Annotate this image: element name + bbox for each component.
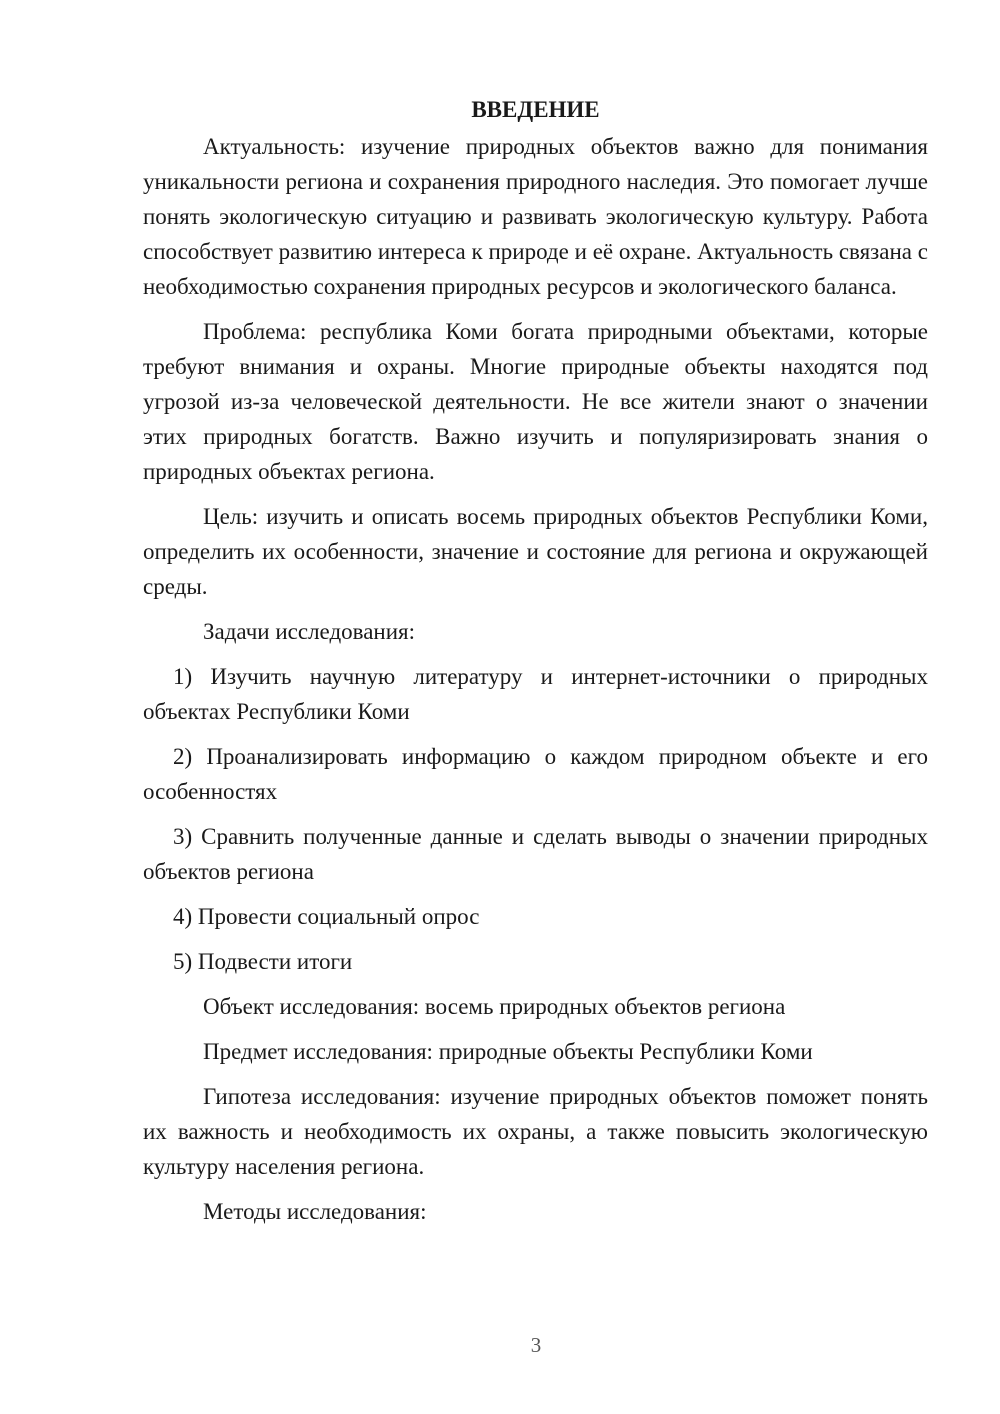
task-item-5: 5) Подвести итоги: [173, 949, 353, 974]
document-title: ВВЕДЕНИЕ: [471, 97, 600, 122]
document-page: [143, 92, 928, 1229]
object-paragraph: Объект исследования: восемь природных объектов региона: [203, 994, 786, 1019]
tasks-heading: Задачи исследования:: [203, 619, 416, 644]
methods-heading: Методы исследования:: [203, 1199, 427, 1224]
page-number: 3: [530, 1333, 542, 1357]
goal-paragraph: Цель: изучить и описать восемь природных объектов Республики Коми, определить их особенности, значение и состояние для региона и окружающей среды.: [143, 504, 928, 599]
task-item-1: 1) Изучить научную литературу и интернет-источники о природных объектах Республики Коми: [143, 664, 928, 724]
problem-paragraph: Проблема: республика Коми богата природными объектами, которые требуют внимания и охраны. Многие природные объекты находятся под угрозой из-за человеческой деятельности. Не все жители знают о значении этих природных богатств. Важно изучить и популяризировать знания о природных объектах региона.: [143, 319, 928, 484]
task-item-2: 2) Проанализировать информацию о каждом природном объекте и его особенностях: [143, 744, 928, 804]
hypothesis-paragraph: Гипотеза исследования: изучение природных объектов поможет понять их важность и необходимость их охраны, а также повысить экологическую культуру населения региона.: [143, 1084, 928, 1179]
relevance-paragraph: Актуальность: изучение природных объектов важно для понимания уникальности региона и сохранения природного наследия. Это помогает лучше понять экологическую ситуацию и развивать экологическую культуру. Работа способствует развитию интереса к природе и её охране. Актуальность связана с необходимостью сохранения природных ресурсов и экологического баланса.: [143, 134, 928, 299]
task-item-3: 3) Сравнить полученные данные и сделать выводы о значении природных объектов региона: [143, 824, 928, 884]
subject-paragraph: Предмет исследования: природные объекты Республики Коми: [203, 1039, 813, 1064]
task-item-4: 4) Провести социальный опрос: [173, 904, 480, 929]
